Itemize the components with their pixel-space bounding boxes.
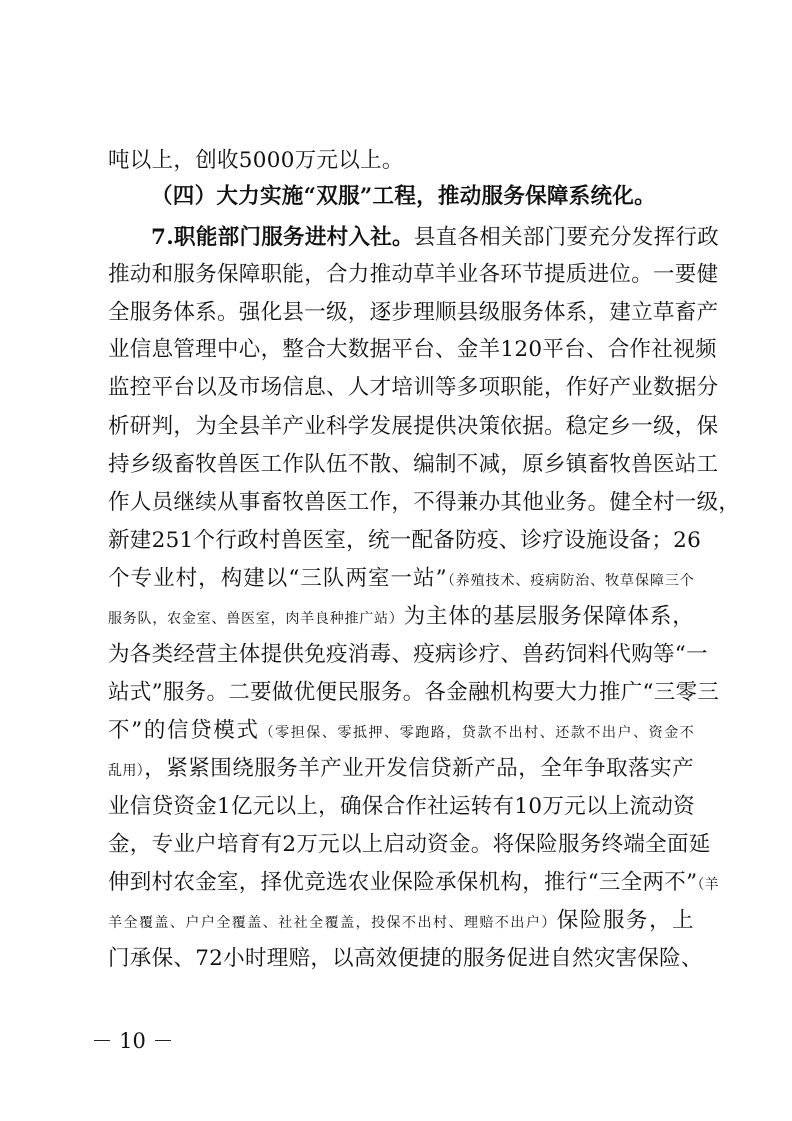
annotation-note: 羊全覆盖、户户全覆盖、社社全覆盖，投保不出村、理赔不出户） <box>108 915 557 931</box>
text-line-6: 业信息管理中心，整合大数据平台、金羊120平台、合作社视频 <box>108 337 717 362</box>
text-line-17: 乱用），紧紧围绕服务羊产业开发信贷新产品，全年争取落实产 <box>108 756 694 781</box>
annotation-note: （零担保、零抵押、零跑路，贷款不出村、还款不出户、资金不 <box>259 725 694 741</box>
text-line-20: 伸到村农金室，择优竞选农业保险承保机构，推行“三全两不”（羊 <box>108 870 719 895</box>
text-line-1: 吨以上，创收5000万元以上。 <box>108 148 404 173</box>
text-line-14: 为各类经营主体提供免疫消毒、疫病诊疗、兽药饲料代购等“一 <box>108 642 708 667</box>
text-line-10: 作人员继续从事畜牧兽医工作，不得兼办其他业务。健全村一级， <box>108 490 741 515</box>
text-line-12: 个专业村，构建以“三队两室一站”（养殖技术、疫病防治、牧草保障三个 <box>108 566 694 591</box>
text-line-4: 推动和服务保障职能，合力推动草羊业各环节提质进位。一要健 <box>108 262 719 287</box>
text-line-9: 持乡级畜牧兽医工作队伍不散、编制不减，原乡镇畜牧兽医站工 <box>108 452 719 477</box>
annotation-note: （羊 <box>697 877 719 893</box>
text-line-21: 羊全覆盖、户户全覆盖、社社全覆盖，投保不出村、理赔不出户）保险服务，上 <box>108 908 694 933</box>
page-number: － 10 － <box>91 1029 174 1053</box>
text-line-7: 监控平台以及市场信息、人才培训等多项职能，作好产业数据分 <box>108 375 719 400</box>
text-line-19: 金，专业户培育有2万元以上启动资金。将保险服务终端全面延 <box>108 832 711 857</box>
annotation-note: （养殖技术、疫病防治、牧草保障三个 <box>446 573 694 589</box>
text-line-13: 服务队，农金室、兽医室，肉羊良种推广站）为主体的基层服务保障体系， <box>108 604 694 629</box>
annotation-note: 乱用） <box>108 763 145 779</box>
text-line-5: 全服务体系。强化县一级，逐步理顺县级服务体系，建立草畜产 <box>108 300 719 325</box>
text-line-15: 站式”服务。二要做优便民服务。各金融机构要大力推广“三零三 <box>108 680 720 705</box>
text-line-16: 不”的信贷模式（零担保、零抵押、零跑路，贷款不出村、还款不出户、资金不 <box>108 718 694 743</box>
text-line-8: 析研判，为全县羊产业科学发展提供决策依据。稳定乡一级，保 <box>108 414 719 439</box>
text-line-18: 业信贷资金1亿元以上，确保合作社运转有10万元以上流动资 <box>108 794 695 819</box>
text-line-22: 门承保、72小时理赔，以高效便捷的服务促进自然灾害保险、 <box>108 946 703 971</box>
subsection-title: 7.职能部门服务进村入社。 <box>151 225 414 250</box>
annotation-note: 服务队，农金室、兽医室，肉羊良种推广站） <box>108 611 404 627</box>
section-heading: （四）大力实施“双服”工程，推动服务保障系统化。 <box>151 184 656 209</box>
text-line-3: 7.职能部门服务进村入社。县直各相关部门要充分发挥行政 <box>151 225 720 250</box>
text-line-11: 新建251个行政村兽医室，统一配备防疫、诊疗设施设备；26 <box>108 528 702 553</box>
